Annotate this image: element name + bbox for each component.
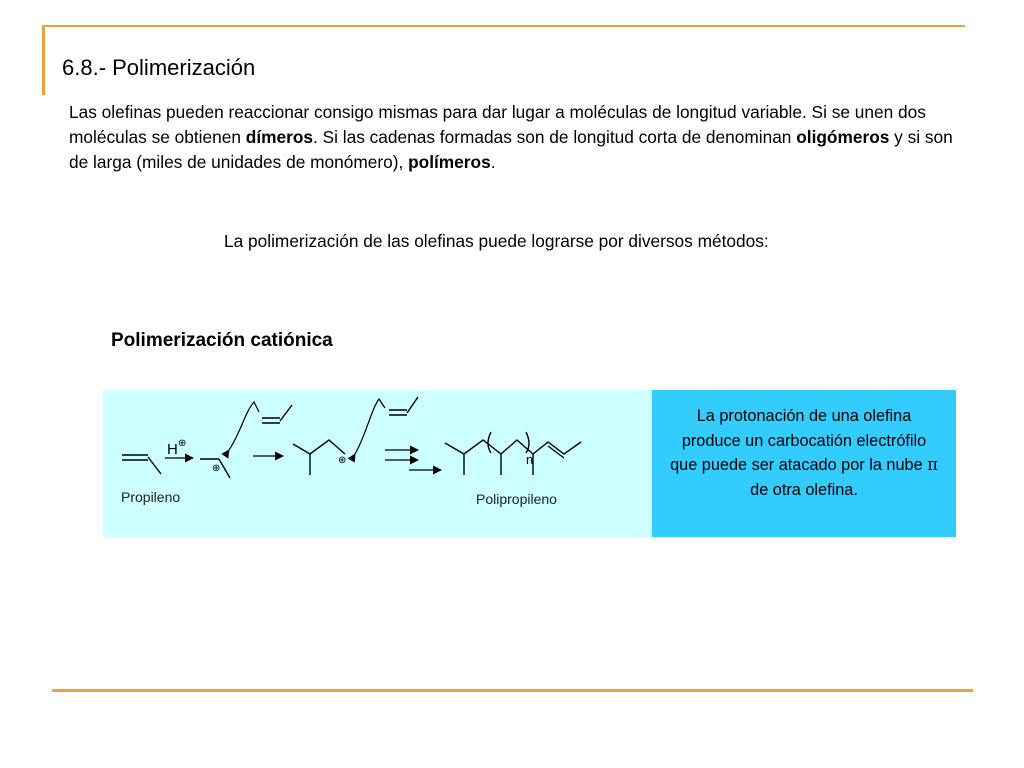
curved-attack-arrow-2 xyxy=(355,399,385,454)
reaction-scheme-diagram xyxy=(103,390,652,537)
top-divider xyxy=(42,25,965,27)
info-callout-box xyxy=(652,390,956,537)
proton-symbol: H xyxy=(167,441,178,458)
repeat-unit-subscript: n xyxy=(526,452,534,467)
intro-text-4: . xyxy=(490,152,496,172)
info-text-end: de otra olefina. xyxy=(750,480,858,499)
info-text-main: La protonación de una olefina produce un carbocatión electrófilo que puede ser atacado por la nube xyxy=(670,407,928,474)
title-accent-bar xyxy=(42,25,45,95)
intro-paragraph xyxy=(69,100,959,175)
term-oligomeros: oligómeros xyxy=(796,127,890,147)
slide-title: 6.8.- Polimerización xyxy=(62,55,256,80)
proton-charge-icon: ⊕ xyxy=(178,438,187,449)
intro-text-3: y si son de larga (miles de unidades de monómero), xyxy=(69,127,953,172)
incoming-olefin-1 xyxy=(262,405,292,423)
section-heading: Polimerización catiónica xyxy=(111,330,333,351)
polypropylene-label: Polipropileno xyxy=(476,491,557,507)
curved-attack-arrow-1 xyxy=(229,402,259,450)
propylene-label: Propileno xyxy=(121,489,181,505)
dimer-charge-icon: ⊕ xyxy=(338,455,347,466)
propylene-molecule xyxy=(122,455,161,474)
pi-symbol: π xyxy=(927,455,938,474)
methods-sentence: La polimerización de las olefinas puede lograrse por diversos métodos: xyxy=(224,231,769,251)
carbocation-charge-icon: ⊕ xyxy=(212,463,221,474)
term-polimeros: polímeros xyxy=(408,152,491,172)
term-dimeros: dímeros xyxy=(245,127,313,147)
polypropylene-molecule xyxy=(445,432,581,475)
bottom-divider xyxy=(52,689,973,692)
intro-text-1: Las olefinas pueden reaccionar consigo mismas para dar lugar a moléculas de longitud variable. Si se unen dos moléculas se obtienen xyxy=(69,102,926,147)
incoming-olefin-2 xyxy=(389,397,418,415)
intro-text-2: . Si las cadenas formadas son de longitud corta de denominan xyxy=(313,127,797,147)
